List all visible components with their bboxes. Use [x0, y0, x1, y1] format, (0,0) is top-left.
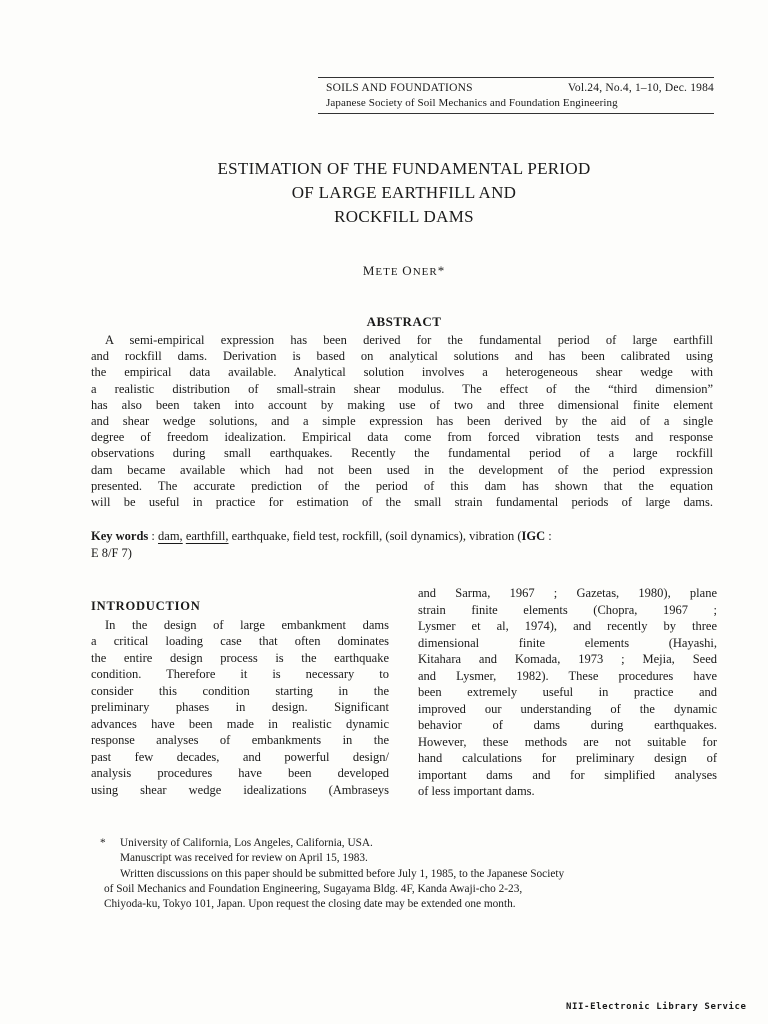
footnote-line: Manuscript was received for review on April 15, 1983.: [120, 852, 368, 865]
journal-society: Japanese Society of Soil Mechanics and Foundation Engineering: [326, 97, 618, 109]
abstract-line: and rockfill dams. Derivation is based on analytical solutions and has been calibrated using: [91, 349, 713, 364]
journal-name: SOILS AND FOUNDATIONS: [326, 82, 473, 94]
introduction-right-column: [418, 585, 717, 800]
abstract-line: has also been taken into account by making use of two and three dimensional finite element: [91, 397, 713, 412]
abstract-line: degree of freedom idealization. Empirical data come from forced vibration tests and response: [91, 430, 713, 445]
abstract-line: A semi-empirical expression has been derived for the fundamental period of large earthfill: [105, 333, 713, 347]
footnote-line: Written discussions on this paper should be submitted before July 1, 1985, to the Japanese Society: [120, 867, 565, 880]
abstract-line: presented. The accurate prediction of the period of this dam has shown that the equation: [91, 478, 713, 493]
body-line: hand calculations for preliminary design of: [418, 751, 717, 765]
body-line: response analyses of embankments in the: [91, 733, 389, 747]
keywords-line: Key words : dam, earthfill, earthquake, field test, rockfill, (soil dynamics), vibration (IGC :: [91, 529, 552, 543]
body-line: Kitahara and Komada, 1973 ; Mejia, Seed: [418, 652, 717, 666]
body-line: However, these methods are not suitable for: [418, 734, 717, 749]
body-line: improved our understanding of the dynamic: [418, 701, 717, 716]
author-name: METE ONER*: [362, 263, 446, 278]
abstract-line: the empirical data available. Analytical solution involves a heterogeneous shear wedge with: [91, 365, 713, 380]
footnote-mark: *: [100, 837, 106, 849]
body-line: using shear wedge idealizations (Ambraseys: [91, 782, 389, 797]
keyword-earthfill: earthfill,: [185, 529, 229, 543]
body-line: and Sarma, 1967 ; Gazetas, 1980), plane: [418, 586, 717, 600]
library-service-mark: NII-Electronic Library Service: [566, 1002, 747, 1012]
title-line: ESTIMATION OF THE FUNDAMENTAL PERIOD: [217, 159, 591, 178]
body-line: past few decades, and powerful design/: [91, 749, 389, 764]
body-line: preliminary phases in design. Significant: [91, 700, 389, 714]
abstract-heading: ABSTRACT: [366, 314, 442, 329]
keyword-dam: dam,: [158, 529, 183, 543]
body-line: and Lysmer, 1982). These procedures have: [418, 668, 717, 683]
body-line: of less important dams.: [418, 784, 535, 798]
body-line: Lysmer et al, 1974), and recently by three: [418, 619, 717, 633]
body-line: strain finite elements (Chopra, 1967 ;: [418, 602, 717, 617]
body-line: the entire design process is the earthquake: [91, 650, 389, 665]
body-line: behavior of dams during earthquakes.: [418, 718, 717, 732]
body-line: a critical loading case that often dominates: [91, 634, 389, 648]
footnote-line: of Soil Mechanics and Foundation Engineering, Sugayama Bldg. 4F, Kanda Awaji-cho 2-23,: [104, 882, 523, 895]
body-line: advances have been made in realistic dynamic: [91, 716, 389, 731]
body-line: condition. Therefore it is necessary to: [91, 667, 389, 681]
igc-label: IGC: [521, 529, 546, 543]
abstract-line: observations during small earthquakes. Recently the fundamental period of a large rockfill: [91, 446, 713, 461]
keywords-line: E 8/F 7): [91, 546, 132, 560]
abstract-line: and shear wedge solutions, and a simple expression has been derived by the aid of a single: [91, 414, 713, 429]
journal-citation: Vol.24, No.4, 1–10, Dec. 1984: [567, 82, 714, 94]
paper-title: [100, 157, 708, 229]
author-footnote-mark: *: [437, 263, 446, 278]
abstract-line: dam became available which had not been used in the development of the period expression: [91, 462, 713, 477]
introduction-left-column: [91, 598, 389, 798]
body-line: been extremely useful in practice and: [418, 685, 717, 699]
abstract-line: will be useful in practice for estimation of the small strain fundamental periods of large dams.: [91, 495, 713, 510]
keywords-label: Key words: [91, 529, 149, 543]
body-line: important dams and for simplified analyses: [418, 767, 717, 782]
body-line: dimensional finite elements (Hayashi,: [418, 635, 717, 650]
abstract-body: [91, 332, 713, 510]
abstract-line: a realistic distribution of small-strain shear modulus. The effect of the “third dimension”: [91, 381, 713, 396]
footnote: [100, 836, 694, 912]
body-line: consider this condition starting in the: [91, 683, 389, 698]
journal-header: [318, 77, 714, 114]
footnote-line: University of California, Los Angeles, California, USA.: [120, 837, 373, 849]
body-line: In the design of large embankment dams: [105, 617, 389, 632]
keywords: [91, 528, 713, 562]
body-line: analysis procedures have been developed: [91, 766, 389, 780]
title-line: OF LARGE EARTHFILL AND: [291, 183, 517, 202]
title-line: ROCKFILL DAMS: [334, 207, 474, 226]
journal-citation-line: [326, 81, 714, 96]
footnote-line: Chiyoda-ku, Tokyo 101, Japan. Upon request the closing date may be extended one month.: [104, 898, 516, 911]
introduction-heading: INTRODUCTION: [91, 599, 201, 613]
